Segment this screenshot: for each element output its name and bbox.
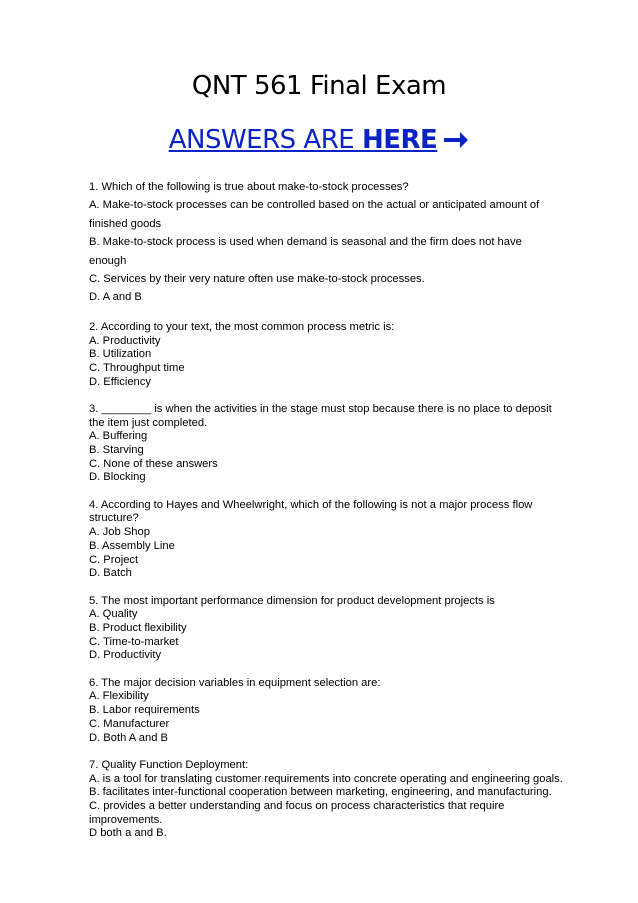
answer-option: B. Starving <box>89 444 144 457</box>
answer-option: D. Productivity <box>89 649 162 662</box>
answer-option: enough <box>89 254 127 267</box>
question-stem: structure? <box>89 512 139 525</box>
question-stem: the item just completed. <box>89 416 208 429</box>
answer-option: C. Time-to-market <box>89 635 179 648</box>
answer-option: C. None of these answers <box>89 457 218 470</box>
answer-option: B. Assembly Line <box>89 539 175 552</box>
question-5 <box>89 595 609 664</box>
answer-option: D. Batch <box>89 567 132 580</box>
question-7 <box>89 759 609 841</box>
answer-option: finished goods <box>89 217 162 230</box>
right-arrow-icon[interactable] <box>443 123 469 163</box>
answer-option: A. Quality <box>89 608 138 621</box>
answers-link-bold-text[interactable]: HERE <box>361 125 438 155</box>
question-stem: 3. ________ is when the activities in the stage must stop because there is no place to deposit <box>89 402 552 415</box>
question-stem: 7. Quality Function Deployment: <box>89 758 249 771</box>
answer-option: A. Buffering <box>89 430 148 443</box>
page-title: QNT 561 Final Exam <box>191 71 447 101</box>
question-stem: 5. The most important performance dimension for product development projects is <box>89 594 495 607</box>
answers-link-text[interactable]: ANSWERS ARE <box>168 125 362 155</box>
question-stem: 4. According to Hayes and Wheelwright, which of the following is not a major process flow <box>89 498 533 511</box>
question-2 <box>89 321 609 390</box>
answer-option: A. Productivity <box>89 334 161 347</box>
answer-option: B. facilitates inter-functional cooperation between marketing, engineering, and manufacturing. <box>89 786 552 799</box>
answer-option: D. Both A and B <box>89 731 168 744</box>
question-stem: 1. Which of the following is true about make-to-stock processes? <box>89 181 409 193</box>
answer-option: A. Job Shop <box>89 526 150 539</box>
answer-option: A. Flexibility <box>89 690 149 703</box>
answers-link[interactable] <box>0 120 638 163</box>
answer-option: D. Efficiency <box>89 375 151 388</box>
answer-option: C. Throughput time <box>89 361 185 374</box>
answer-option: A. is a tool for translating customer requirements into concrete operating and engineering goals. <box>89 772 563 785</box>
question-stem: 6. The major decision variables in equipment selection are: <box>89 676 381 689</box>
answer-option: C. Project <box>89 553 139 566</box>
answer-option: B. Product flexibility <box>89 621 187 634</box>
question-1 <box>89 178 609 307</box>
question-list <box>89 178 609 855</box>
question-6 <box>89 677 609 746</box>
answer-option: D both a and B. <box>89 827 167 840</box>
answer-option: C. Manufacturer <box>89 717 170 730</box>
answer-option: D. A and B <box>89 291 142 304</box>
answer-option: improvements. <box>89 813 163 826</box>
answer-option: B. Make-to-stock process is used when demand is seasonal and the firm does not have <box>89 236 522 249</box>
question-4 <box>89 499 609 581</box>
answer-option: D. Blocking <box>89 471 146 484</box>
answer-option: B. Utilization <box>89 348 152 361</box>
answer-option: A. Make-to-stock processes can be controlled based on the actual or anticipated amount of <box>89 199 540 212</box>
answer-option: B. Labor requirements <box>89 704 200 717</box>
question-3 <box>89 403 609 485</box>
answer-option: C. provides a better understanding and focus on process characteristics that require <box>89 799 505 812</box>
question-stem: 2. According to your text, the most common process metric is: <box>89 320 395 333</box>
answer-option: C. Services by their very nature often use make-to-stock processes. <box>89 273 425 286</box>
